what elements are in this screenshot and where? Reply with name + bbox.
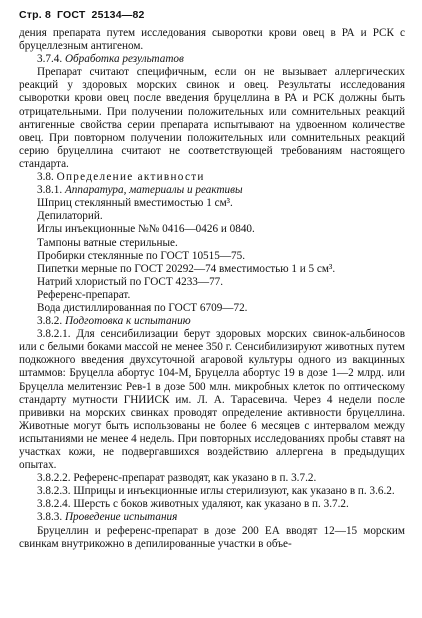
subsection-number: 3.8.3.: [37, 511, 63, 524]
paragraph-continuation: дения препарата путем исследования сыворотки крови овец в РА и РСК с бруцеллезным антигеном.: [19, 27, 405, 53]
list-item: Тампоны ватные стерильные.: [37, 236, 178, 249]
subsection-heading: [19, 511, 405, 524]
list-item: Шприц стеклянный вместимостью 1 см³.: [37, 197, 233, 210]
paragraph: 3.8.2.2. Референс-препарат разводят, как указано в п. 3.7.2.: [37, 472, 317, 485]
section-title: Определение активности: [56, 171, 205, 184]
standard-number: 25134—82: [91, 9, 145, 21]
list-item: Вода дистиллированная по ГОСТ 6709—72.: [37, 301, 248, 314]
list-item: Пробирки стеклянные по ГОСТ 10515—75.: [37, 249, 246, 262]
paragraph: Бруцеллин и референс-препарат в дозе 200 ЕА вводят 12—15 морским свинкам внутрикожно в депилированные участки в объе-: [19, 524, 405, 550]
materials-list: [19, 197, 405, 315]
list-item: Пипетки мерные по ГОСТ 20292—74 вместимостью 1 и 5 см³.: [37, 262, 336, 275]
subsection-heading: [19, 315, 405, 328]
subsection-title: Подготовка к испытанию: [64, 315, 191, 328]
list-item: Иглы инъекционные №№ 0416—0426 и 0840.: [37, 223, 255, 236]
standard-label: ГОСТ: [57, 9, 86, 21]
section-number: 3.8.: [37, 171, 54, 184]
subsection-title: Обработка результатов: [64, 53, 184, 66]
page-header: [19, 7, 405, 27]
subsection-number: 3.8.1.: [37, 184, 63, 197]
subsection-title: Проведение испытания: [64, 511, 178, 524]
page-number: Стр. 8: [19, 9, 52, 21]
list-item: Депилаторий.: [37, 210, 103, 223]
list-item: Референс-препарат.: [37, 288, 131, 301]
list-item: Натрий хлористый по ГОСТ 4233—77.: [37, 275, 224, 288]
subsection-heading: [19, 184, 405, 197]
paragraph: 3.8.2.1. Для сенсибилизации берут здоровых морских свинок-альбиносов или с белыми боками массой не менее 350 г. Сенсибилизируют животных путем подкожного введения двухсуточной агаровой культуры одного из вакцинных штаммов: Бруцелла абортус 104-М, Бруцелла абортус 19 в дозе 1—2 млрд. или Бруцелла мелитензис Рев-1 в дозе 500 млн. микробных клеток по оптическому стандарту мутности ГНИИСК им. Л. А. Тарасевича. Через 4 недели после прививки на морских свинках проводят определение активности бруцеллина. Животные могут быть использованы не более 6 месяцев с интервалом между испытаниями не менее 4 недель. При повторных исследованиях пробы ставят на участках кожи, не подвергавшихся воздействию аллергена в предыдущих опытах.: [19, 328, 405, 472]
subsection-number: 3.7.4.: [37, 53, 63, 66]
paragraph: 3.8.2.3. Шприцы и инъекционные иглы стерилизуют, как указано в п. 3.6.2.: [37, 485, 395, 498]
subsection-number: 3.8.2.: [37, 315, 63, 328]
paragraph: Препарат считают специфичным, если он не вызывает аллергических реакций у здоровых морских свинок и овец. Результаты исследования сыворотки крови овец после введения бруцеллина в РА и РСК должны быть отрицательными. При получении положительных или сомнительных реакций антигенные свойства серии препарата испытывают на удвоенном количестве овец. При повторном получении положительных или сомнительных реакций серию бруцеллина считают не соответствующей требованиям настоящего стандарта.: [19, 66, 405, 170]
paragraph: 3.8.2.4. Шерсть с боков животных удаляют, как указано в п. 3.7.2.: [37, 498, 349, 511]
subsection-heading: [19, 53, 405, 66]
subsection-title: Аппаратура, материалы и реактивы: [64, 184, 243, 197]
section-heading: [19, 171, 405, 184]
